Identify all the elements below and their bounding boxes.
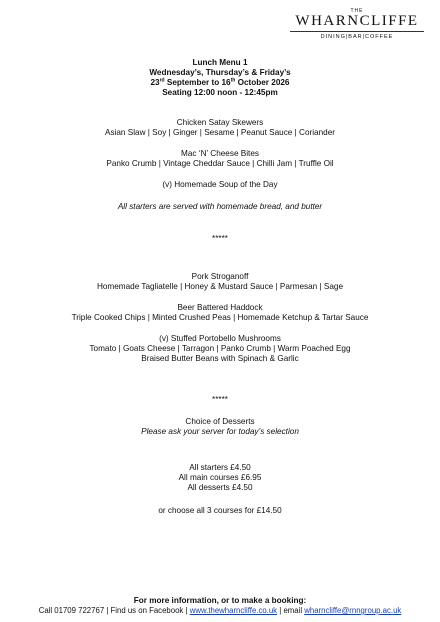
main-3-details-2: Braised Butter Beans with Spinach & Garlic (141, 354, 299, 363)
menu-title: Lunch Menu 1 (192, 58, 248, 67)
main-1-details: Homemade Tagliatelle | Honey & Mustard Sauce | Parmesan | Sage (96, 282, 344, 291)
starter-2-details: Panko Crumb | Vintage Cheddar Sauce | Chilli Jam | Truffle Oil (106, 159, 334, 168)
price-offer: or choose all 3 courses for £14.50 (158, 506, 282, 515)
price-mains: All main courses £6.95 (178, 473, 262, 482)
starters-note: All starters are served with homemade bread, and butter (117, 202, 323, 211)
menu-seating: Seating 12:00 noon - 12:45pm (162, 88, 278, 97)
price-desserts: All desserts £4.50 (187, 483, 253, 492)
separator-stars: ***** (212, 234, 228, 243)
email-link[interactable]: wharncliffe@rnngroup.ac.uk (304, 606, 402, 615)
footer-heading: For more information, or to make a booking: (133, 596, 307, 605)
desserts-name: Choice of Desserts (185, 417, 255, 426)
menu-days: Wednesday’s, Thursday’s & Friday’s (149, 68, 291, 77)
logo-tagline: DINING|BAR|COFFEE (320, 34, 394, 40)
desserts-note: Please ask your server for today’s selection (141, 427, 299, 436)
logo-the: THE (350, 8, 364, 14)
price-starters: All starters £4.50 (189, 463, 251, 472)
separator-stars: ***** (212, 395, 228, 404)
starter-3-name: (v) Homemade Soup of the Day (162, 180, 278, 189)
main-1-name: Pork Stroganoff (191, 272, 249, 281)
footer (0, 596, 440, 616)
menu-dates: 23rd September to 16th October 2026 (150, 77, 290, 87)
starter-1-details: Asian Slaw | Soy | Ginger | Sesame | Peanut Sauce | Coriander (105, 128, 335, 137)
main-2-name: Beer Battered Haddock (177, 303, 263, 312)
main-2-details: Triple Cooked Chips | Minted Crushed Peas | Homemade Ketchup & Tartar Sauce (71, 313, 369, 322)
footer-contact: Call 01709 722767 | Find us on Facebook | www.thewharncliffe.co.uk | email wharncliffe@rnngroup.ac.uk (38, 606, 402, 615)
logo-name: WHARNCLIFFE (295, 13, 419, 29)
main-3-name: (v) Stuffed Portobello Mushrooms (159, 334, 281, 343)
website-link[interactable]: www.thewharncliffe.co.uk (189, 606, 278, 615)
main-3-details: Tomato | Goats Cheese | Tarragon | Panko Crumb | Warm Poached Egg (89, 344, 351, 353)
starter-2-name: Mac ‘N’ Cheese Bites (181, 149, 259, 158)
starter-1-name: Chicken Satay Skewers (176, 118, 264, 127)
